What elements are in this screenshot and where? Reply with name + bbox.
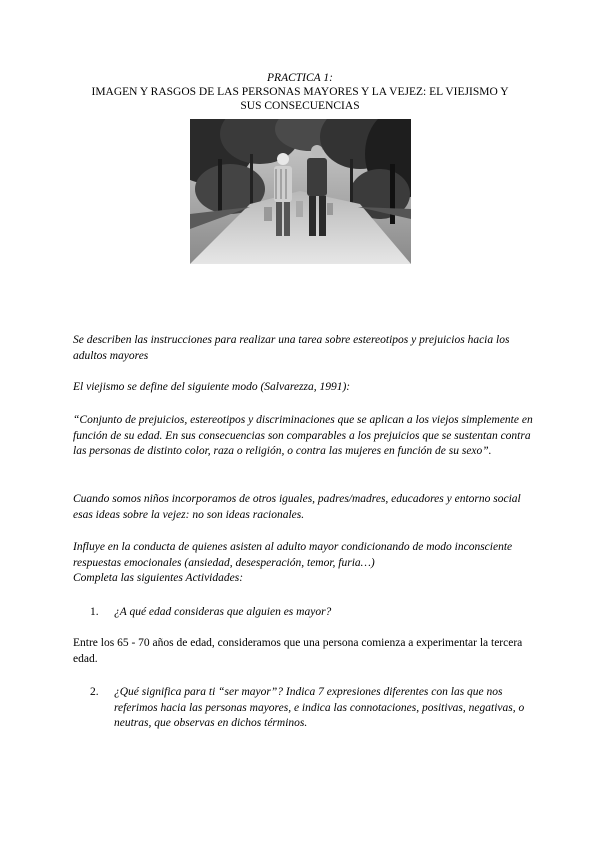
definition-quote: “Conjunto de prejuicios, estereotipos y discriminaciones que se aplican a los viejos simplemente en función de su edad. En sus consecuencias son comparables a los prejuicios que se sustentan contra las personas de distinto color, raza o religión, o contra las mujeres en función de su sexo”.	[73, 414, 533, 457]
children-paragraph: Cuando somos niños incorporamos de otros iguales, padres/madres, educadores y entorno social esas ideas sobre la vejez: no son ideas racionales.	[73, 493, 521, 521]
question-1	[90, 605, 530, 621]
influence-paragraph: Influye en la conducta de quienes asisten al adulto mayor condicionando de modo inconsciente respuestas emocionales (ansiedad, desesperación, temor, furia…)	[73, 541, 513, 569]
question-2-text: ¿Qué significa para ti “ser mayor”? Indica 7 expresiones diferentes con las que nos referimos hacia las personas mayores, e indica las connotaciones, positivas, negativas, o neutras, que observas en dichos términos.	[114, 686, 525, 729]
question-1-number: 1.	[90, 606, 99, 618]
question-1-text: ¿A qué edad consideras que alguien es mayor?	[114, 606, 332, 618]
answer-1: Entre los 65 - 70 años de edad, consideramos que una persona comienza a experimentar la tercera edad.	[73, 637, 523, 665]
elderly-couple-walking-photo	[190, 119, 411, 264]
definition-lead: El viejismo se define del siguiente modo (Salvarezza, 1991):	[73, 381, 351, 393]
question-2	[90, 685, 530, 732]
intro-paragraph: Se describen las instrucciones para realizar una tarea sobre estereotipos y prejuicios hacia los adultos mayores	[73, 334, 510, 362]
practica-label: PRACTICA 1:	[267, 72, 333, 84]
question-2-number: 2.	[90, 686, 99, 698]
activities-heading: Completa las siguientes Actividades:	[73, 572, 244, 584]
page-title: IMAGEN Y RASGOS DE LAS PERSONAS MAYORES Y LA VEJEZ: EL VIEJISMO Y SUS CONSECUENCIAS	[91, 86, 509, 112]
document-header	[0, 71, 600, 113]
